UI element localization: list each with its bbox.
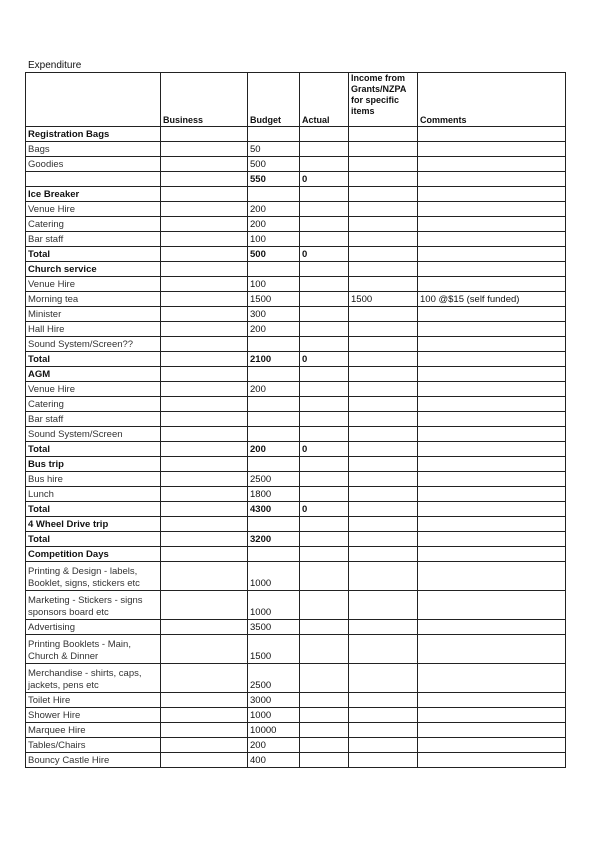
cell-item: Total — [26, 247, 161, 262]
cell-actual — [300, 277, 349, 292]
cell-item: 4 Wheel Drive trip — [26, 517, 161, 532]
cell-budget: 300 — [248, 307, 300, 322]
table-row — [26, 708, 566, 723]
cell-item: Catering — [26, 217, 161, 232]
cell-comments — [418, 664, 566, 693]
cell-item: Ice Breaker — [26, 187, 161, 202]
cell-budget — [248, 517, 300, 532]
header-budget: Budget — [248, 73, 300, 127]
cell-item: Bus trip — [26, 457, 161, 472]
cell-comments — [418, 487, 566, 502]
cell-actual — [300, 187, 349, 202]
cell-item: Registration Bags — [26, 127, 161, 142]
cell-actual — [300, 232, 349, 247]
cell-budget: 1500 — [248, 292, 300, 307]
cell-comments — [418, 262, 566, 277]
cell-budget — [248, 262, 300, 277]
cell-comments — [418, 157, 566, 172]
header-item — [26, 73, 161, 127]
cell-business — [161, 307, 248, 322]
table-row — [26, 127, 566, 142]
table-body — [26, 127, 566, 768]
table-row — [26, 457, 566, 472]
cell-actual — [300, 217, 349, 232]
table-row — [26, 217, 566, 232]
cell-actual: 0 — [300, 172, 349, 187]
cell-actual — [300, 753, 349, 768]
cell-actual — [300, 547, 349, 562]
cell-budget: 200 — [248, 442, 300, 457]
cell-actual: 0 — [300, 247, 349, 262]
cell-actual — [300, 397, 349, 412]
cell-comments — [418, 753, 566, 768]
table-row — [26, 664, 566, 693]
cell-business — [161, 693, 248, 708]
cell-comments — [418, 247, 566, 262]
cell-budget: 1000 — [248, 708, 300, 723]
cell-budget: 200 — [248, 217, 300, 232]
cell-actual: 0 — [300, 442, 349, 457]
cell-income — [349, 157, 418, 172]
cell-business — [161, 262, 248, 277]
cell-budget: 1500 — [248, 635, 300, 664]
cell-comments — [418, 202, 566, 217]
cell-budget: 50 — [248, 142, 300, 157]
cell-income — [349, 502, 418, 517]
cell-business — [161, 232, 248, 247]
cell-item: Competition Days — [26, 547, 161, 562]
cell-comments — [418, 738, 566, 753]
cell-budget: 100 — [248, 232, 300, 247]
cell-income — [349, 202, 418, 217]
cell-budget: 500 — [248, 157, 300, 172]
header-business: Business — [161, 73, 248, 127]
cell-item: Marquee Hire — [26, 723, 161, 738]
cell-business — [161, 591, 248, 620]
cell-item: Venue Hire — [26, 202, 161, 217]
cell-income — [349, 247, 418, 262]
table-row — [26, 620, 566, 635]
cell-comments — [418, 412, 566, 427]
cell-budget: 2100 — [248, 352, 300, 367]
cell-comments — [418, 708, 566, 723]
cell-actual — [300, 427, 349, 442]
cell-actual — [300, 562, 349, 591]
cell-comments — [418, 352, 566, 367]
table-row — [26, 427, 566, 442]
table-row — [26, 172, 566, 187]
cell-business — [161, 172, 248, 187]
cell-income — [349, 664, 418, 693]
cell-actual — [300, 322, 349, 337]
cell-comments — [418, 337, 566, 352]
cell-income — [349, 635, 418, 664]
table-row — [26, 547, 566, 562]
cell-comments — [418, 217, 566, 232]
cell-budget — [248, 337, 300, 352]
table-row — [26, 247, 566, 262]
cell-business — [161, 217, 248, 232]
header-actual: Actual — [300, 73, 349, 127]
cell-income — [349, 532, 418, 547]
cell-item: Total — [26, 442, 161, 457]
cell-business — [161, 382, 248, 397]
cell-item — [26, 172, 161, 187]
cell-actual — [300, 487, 349, 502]
cell-income — [349, 472, 418, 487]
cell-business — [161, 337, 248, 352]
cell-actual: 0 — [300, 502, 349, 517]
cell-business — [161, 502, 248, 517]
cell-income — [349, 322, 418, 337]
cell-item: Morning tea — [26, 292, 161, 307]
cell-budget: 2500 — [248, 472, 300, 487]
cell-business — [161, 753, 248, 768]
cell-business — [161, 562, 248, 591]
cell-item: Venue Hire — [26, 277, 161, 292]
cell-comments — [418, 382, 566, 397]
cell-income — [349, 620, 418, 635]
cell-budget — [248, 127, 300, 142]
cell-income — [349, 708, 418, 723]
cell-actual — [300, 472, 349, 487]
table-row — [26, 277, 566, 292]
cell-income — [349, 427, 418, 442]
cell-income — [349, 442, 418, 457]
cell-actual — [300, 412, 349, 427]
cell-budget: 1000 — [248, 591, 300, 620]
cell-item: Total — [26, 502, 161, 517]
cell-business — [161, 247, 248, 262]
cell-actual — [300, 142, 349, 157]
header-comments: Comments — [418, 73, 566, 127]
cell-income — [349, 382, 418, 397]
cell-comments — [418, 442, 566, 457]
cell-business — [161, 127, 248, 142]
cell-budget: 100 — [248, 277, 300, 292]
cell-actual — [300, 708, 349, 723]
cell-budget — [248, 457, 300, 472]
cell-comments — [418, 517, 566, 532]
cell-actual — [300, 382, 349, 397]
table-row — [26, 723, 566, 738]
cell-budget: 10000 — [248, 723, 300, 738]
cell-budget: 200 — [248, 322, 300, 337]
cell-budget: 1800 — [248, 487, 300, 502]
cell-business — [161, 202, 248, 217]
cell-business — [161, 635, 248, 664]
cell-income — [349, 487, 418, 502]
cell-actual — [300, 367, 349, 382]
cell-income — [349, 352, 418, 367]
cell-budget — [248, 547, 300, 562]
cell-item: Bar staff — [26, 232, 161, 247]
cell-item: Merchandise - shirts, caps, jackets, pens etc — [26, 664, 161, 693]
cell-comments — [418, 723, 566, 738]
cell-budget: 500 — [248, 247, 300, 262]
cell-business — [161, 620, 248, 635]
cell-business — [161, 487, 248, 502]
table-row — [26, 292, 566, 307]
cell-item: Bus hire — [26, 472, 161, 487]
cell-comments — [418, 277, 566, 292]
cell-comments — [418, 532, 566, 547]
cell-business — [161, 532, 248, 547]
cell-actual — [300, 202, 349, 217]
cell-business — [161, 723, 248, 738]
cell-income — [349, 738, 418, 753]
cell-comments — [418, 562, 566, 591]
cell-item: Marketing - Stickers - signs sponsors board etc — [26, 591, 161, 620]
table-row — [26, 157, 566, 172]
cell-actual — [300, 664, 349, 693]
cell-item: Church service — [26, 262, 161, 277]
cell-budget — [248, 187, 300, 202]
cell-income — [349, 412, 418, 427]
table-row — [26, 262, 566, 277]
cell-budget: 1000 — [248, 562, 300, 591]
cell-item: Advertising — [26, 620, 161, 635]
cell-business — [161, 157, 248, 172]
cell-income — [349, 517, 418, 532]
cell-income — [349, 172, 418, 187]
table-row — [26, 337, 566, 352]
cell-item: Shower Hire — [26, 708, 161, 723]
cell-actual — [300, 457, 349, 472]
cell-business — [161, 517, 248, 532]
cell-income — [349, 217, 418, 232]
cell-budget: 2500 — [248, 664, 300, 693]
table-row — [26, 202, 566, 217]
table-row — [26, 352, 566, 367]
table-row — [26, 382, 566, 397]
cell-business — [161, 367, 248, 382]
table-row — [26, 693, 566, 708]
cell-comments — [418, 307, 566, 322]
cell-budget: 4300 — [248, 502, 300, 517]
cell-income — [349, 262, 418, 277]
cell-income: 1500 — [349, 292, 418, 307]
cell-comments — [418, 502, 566, 517]
expenditure-table — [25, 72, 566, 768]
table-row — [26, 487, 566, 502]
cell-item: Tables/Chairs — [26, 738, 161, 753]
cell-income — [349, 562, 418, 591]
cell-income — [349, 547, 418, 562]
table-row — [26, 442, 566, 457]
cell-actual — [300, 292, 349, 307]
cell-item: Bar staff — [26, 412, 161, 427]
cell-business — [161, 427, 248, 442]
cell-comments — [418, 367, 566, 382]
cell-item: Bags — [26, 142, 161, 157]
cell-business — [161, 292, 248, 307]
cell-budget — [248, 412, 300, 427]
cell-budget: 550 — [248, 172, 300, 187]
cell-budget: 200 — [248, 202, 300, 217]
cell-comments — [418, 397, 566, 412]
cell-income — [349, 693, 418, 708]
cell-comments — [418, 547, 566, 562]
table-row — [26, 502, 566, 517]
cell-budget: 3200 — [248, 532, 300, 547]
cell-actual — [300, 693, 349, 708]
cell-income — [349, 367, 418, 382]
cell-business — [161, 412, 248, 427]
cell-comments: 100 @$15 (self funded) — [418, 292, 566, 307]
table-row — [26, 232, 566, 247]
cell-business — [161, 547, 248, 562]
cell-comments — [418, 472, 566, 487]
table-row — [26, 591, 566, 620]
cell-budget — [248, 397, 300, 412]
cell-business — [161, 187, 248, 202]
cell-actual — [300, 635, 349, 664]
table-row — [26, 142, 566, 157]
cell-budget: 400 — [248, 753, 300, 768]
cell-item: Printing Booklets - Main, Church & Dinner — [26, 635, 161, 664]
cell-comments — [418, 232, 566, 247]
cell-income — [349, 307, 418, 322]
cell-business — [161, 664, 248, 693]
table-row — [26, 738, 566, 753]
cell-actual — [300, 620, 349, 635]
cell-income — [349, 397, 418, 412]
cell-income — [349, 127, 418, 142]
cell-business — [161, 738, 248, 753]
cell-income — [349, 723, 418, 738]
cell-business — [161, 457, 248, 472]
cell-comments — [418, 322, 566, 337]
cell-item: Minister — [26, 307, 161, 322]
cell-income — [349, 591, 418, 620]
cell-actual — [300, 532, 349, 547]
cell-comments — [418, 591, 566, 620]
table-row — [26, 517, 566, 532]
cell-comments — [418, 127, 566, 142]
cell-budget: 3500 — [248, 620, 300, 635]
cell-business — [161, 352, 248, 367]
cell-income — [349, 142, 418, 157]
cell-actual — [300, 723, 349, 738]
cell-business — [161, 142, 248, 157]
cell-budget: 200 — [248, 382, 300, 397]
header-income: Income from Grants/NZPA for specific items — [349, 73, 418, 127]
table-row — [26, 187, 566, 202]
cell-comments — [418, 635, 566, 664]
cell-comments — [418, 457, 566, 472]
sheet-title: Expenditure — [28, 60, 82, 71]
cell-item: Lunch — [26, 487, 161, 502]
table-row — [26, 635, 566, 664]
cell-item: Total — [26, 532, 161, 547]
cell-item: Sound System/Screen?? — [26, 337, 161, 352]
cell-actual — [300, 157, 349, 172]
cell-item: Catering — [26, 397, 161, 412]
header-row — [26, 73, 566, 127]
table-row — [26, 472, 566, 487]
table-row — [26, 367, 566, 382]
cell-income — [349, 337, 418, 352]
cell-business — [161, 322, 248, 337]
cell-comments — [418, 693, 566, 708]
cell-actual — [300, 262, 349, 277]
cell-comments — [418, 172, 566, 187]
cell-business — [161, 442, 248, 457]
cell-budget — [248, 427, 300, 442]
cell-income — [349, 232, 418, 247]
cell-item: Toilet Hire — [26, 693, 161, 708]
cell-item: Total — [26, 352, 161, 367]
cell-business — [161, 277, 248, 292]
table-row — [26, 753, 566, 768]
table-row — [26, 397, 566, 412]
cell-actual — [300, 337, 349, 352]
cell-item: Goodies — [26, 157, 161, 172]
cell-comments — [418, 427, 566, 442]
table-row — [26, 412, 566, 427]
cell-income — [349, 187, 418, 202]
cell-item: Sound System/Screen — [26, 427, 161, 442]
cell-income — [349, 753, 418, 768]
cell-business — [161, 472, 248, 487]
cell-actual — [300, 738, 349, 753]
cell-business — [161, 708, 248, 723]
cell-income — [349, 457, 418, 472]
cell-income — [349, 277, 418, 292]
cell-actual — [300, 517, 349, 532]
cell-budget — [248, 367, 300, 382]
cell-item: Bouncy Castle Hire — [26, 753, 161, 768]
table-row — [26, 562, 566, 591]
cell-budget: 3000 — [248, 693, 300, 708]
cell-item: Printing & Design - labels, Booklet, signs, stickers etc — [26, 562, 161, 591]
cell-budget: 200 — [248, 738, 300, 753]
cell-actual — [300, 591, 349, 620]
table-row — [26, 322, 566, 337]
cell-item: Venue Hire — [26, 382, 161, 397]
cell-comments — [418, 187, 566, 202]
cell-actual: 0 — [300, 352, 349, 367]
table-row — [26, 307, 566, 322]
cell-business — [161, 397, 248, 412]
cell-item: Hall Hire — [26, 322, 161, 337]
cell-comments — [418, 620, 566, 635]
cell-actual — [300, 307, 349, 322]
cell-comments — [418, 142, 566, 157]
cell-actual — [300, 127, 349, 142]
cell-item: AGM — [26, 367, 161, 382]
table-row — [26, 532, 566, 547]
